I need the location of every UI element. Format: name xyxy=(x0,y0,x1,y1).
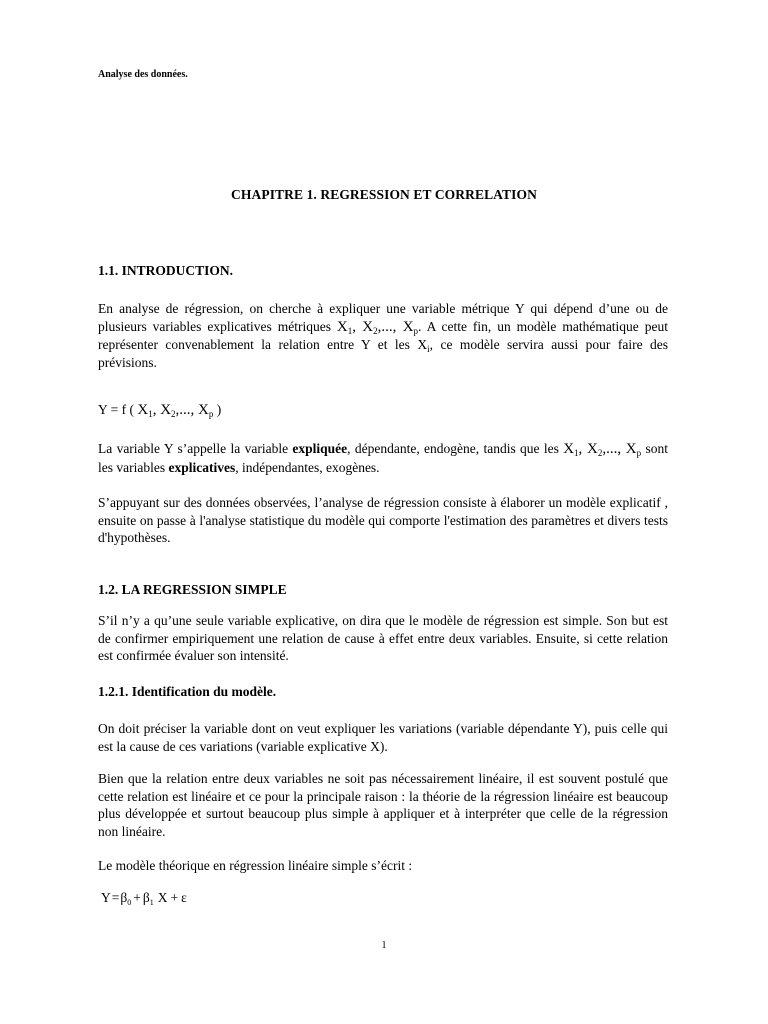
var-x: ,..., X xyxy=(175,402,209,418)
var-x: , X xyxy=(352,318,374,335)
var-x: X xyxy=(336,318,348,335)
model-intro-paragraph: Le modèle théorique en régression linéaire simple s’écrit : xyxy=(98,858,413,873)
var-sub: 2 xyxy=(597,448,603,458)
bold-term: explicatives xyxy=(168,459,236,475)
intro-text-a: En analyse de régression, on cherche à expliquer une variable métrique Y qui dépend d’une ou de plusieurs variables explicatives métriques xyxy=(98,301,668,334)
var-sub: 2 xyxy=(171,409,176,419)
var-sub: p xyxy=(636,448,642,458)
regression-model-equation: Y=β0 + β1 X + ε xyxy=(101,890,187,907)
var-x: , X xyxy=(578,441,598,457)
var-x: ,..., X xyxy=(377,318,414,335)
var-x: , X xyxy=(152,402,172,418)
section-1-1-title: 1.1. INTRODUCTION. xyxy=(98,263,234,278)
intro-paragraph-1 xyxy=(98,300,668,371)
var-sub: 2 xyxy=(373,325,378,336)
intro-text: La variable Y s’appelle la variable xyxy=(98,441,293,456)
chapter-title: CHAPITRE 1. REGRESSION ET CORRELATION xyxy=(231,187,537,202)
eq-symbol: β xyxy=(142,890,150,905)
page-number: 1 xyxy=(381,940,387,951)
bold-term: expliquée xyxy=(292,441,348,456)
eq-symbol: X xyxy=(157,890,168,905)
eq-symbol: + xyxy=(133,890,141,905)
section-1-2-title: 1.2. LA REGRESSION SIMPLE xyxy=(98,582,287,597)
eq-symbol: β xyxy=(120,890,128,905)
intro-paragraph-2 xyxy=(98,440,668,476)
intro-paragraph-3: S’appuyant sur des données observées, l’analyse de régression consiste à élaborer un modèle explicatif , ensuite on passe à l'analyse statistique du modèle qui comporte l'estimation des paramètres et divers tests d'hypothèses. xyxy=(98,495,668,545)
intro-text: sont les variables xyxy=(98,441,668,475)
function-formula xyxy=(98,402,221,419)
intro-text: , indépendantes, exogènes. xyxy=(235,459,380,475)
intro-text-b: . A cette fin, un modèle mathématique peut représenter convenablement la relation entre Y et les X xyxy=(98,318,668,352)
eq-symbol: Y xyxy=(101,890,111,905)
var-x: ,..., X xyxy=(602,441,637,457)
var-sub: p xyxy=(413,325,419,336)
running-header: Analyse des données. xyxy=(98,69,188,80)
var-x: X xyxy=(137,402,149,418)
eq-symbol: + xyxy=(170,890,179,905)
formula-text: ) xyxy=(213,402,222,417)
subsection-1-2-1-title: 1.2.1. Identification du modèle. xyxy=(98,684,277,699)
var-x: X xyxy=(563,441,575,457)
var-sub: 1 xyxy=(347,325,353,336)
var-sub: 1 xyxy=(574,448,579,458)
identification-paragraph-2: Bien que la relation entre deux variables ne soit pas nécessairement linéaire, il est souvent postulé que cette relation est linéaire et ce pour la principale raison : la théorie de la régression linéaire est beaucoup plus développée et surtout beaucoup plus simple à appliquer et à interpréter que celle de la régression non linéaire. xyxy=(98,771,668,839)
intro-text: , dépendante, endogène, tandis que les xyxy=(347,441,564,456)
simple-regression-paragraph: S’il n’y a qu’une seule variable explicative, on dira que le modèle de régression est simple. Son but est de confirmer empiriquement une relation de cause à effet entre deux variables. Ensuite, si cette relation est confirmée évaluer son intensité. xyxy=(98,613,668,663)
identification-paragraph-1: On doit préciser la variable dont on veut expliquer les variations (variable dépendante Y), puis celle qui est la cause de ces variations (variable explicative X). xyxy=(98,721,668,754)
var-sub: p xyxy=(208,409,214,419)
eq-symbol: ε xyxy=(181,890,187,905)
eq-symbol: = xyxy=(111,890,120,905)
intro-text-c: , ce modèle servira aussi pour faire des prévisions. xyxy=(98,337,668,370)
var-sub: i xyxy=(427,344,430,354)
formula-text: Y = f ( xyxy=(98,402,138,417)
var-sub: 1 xyxy=(148,409,153,419)
